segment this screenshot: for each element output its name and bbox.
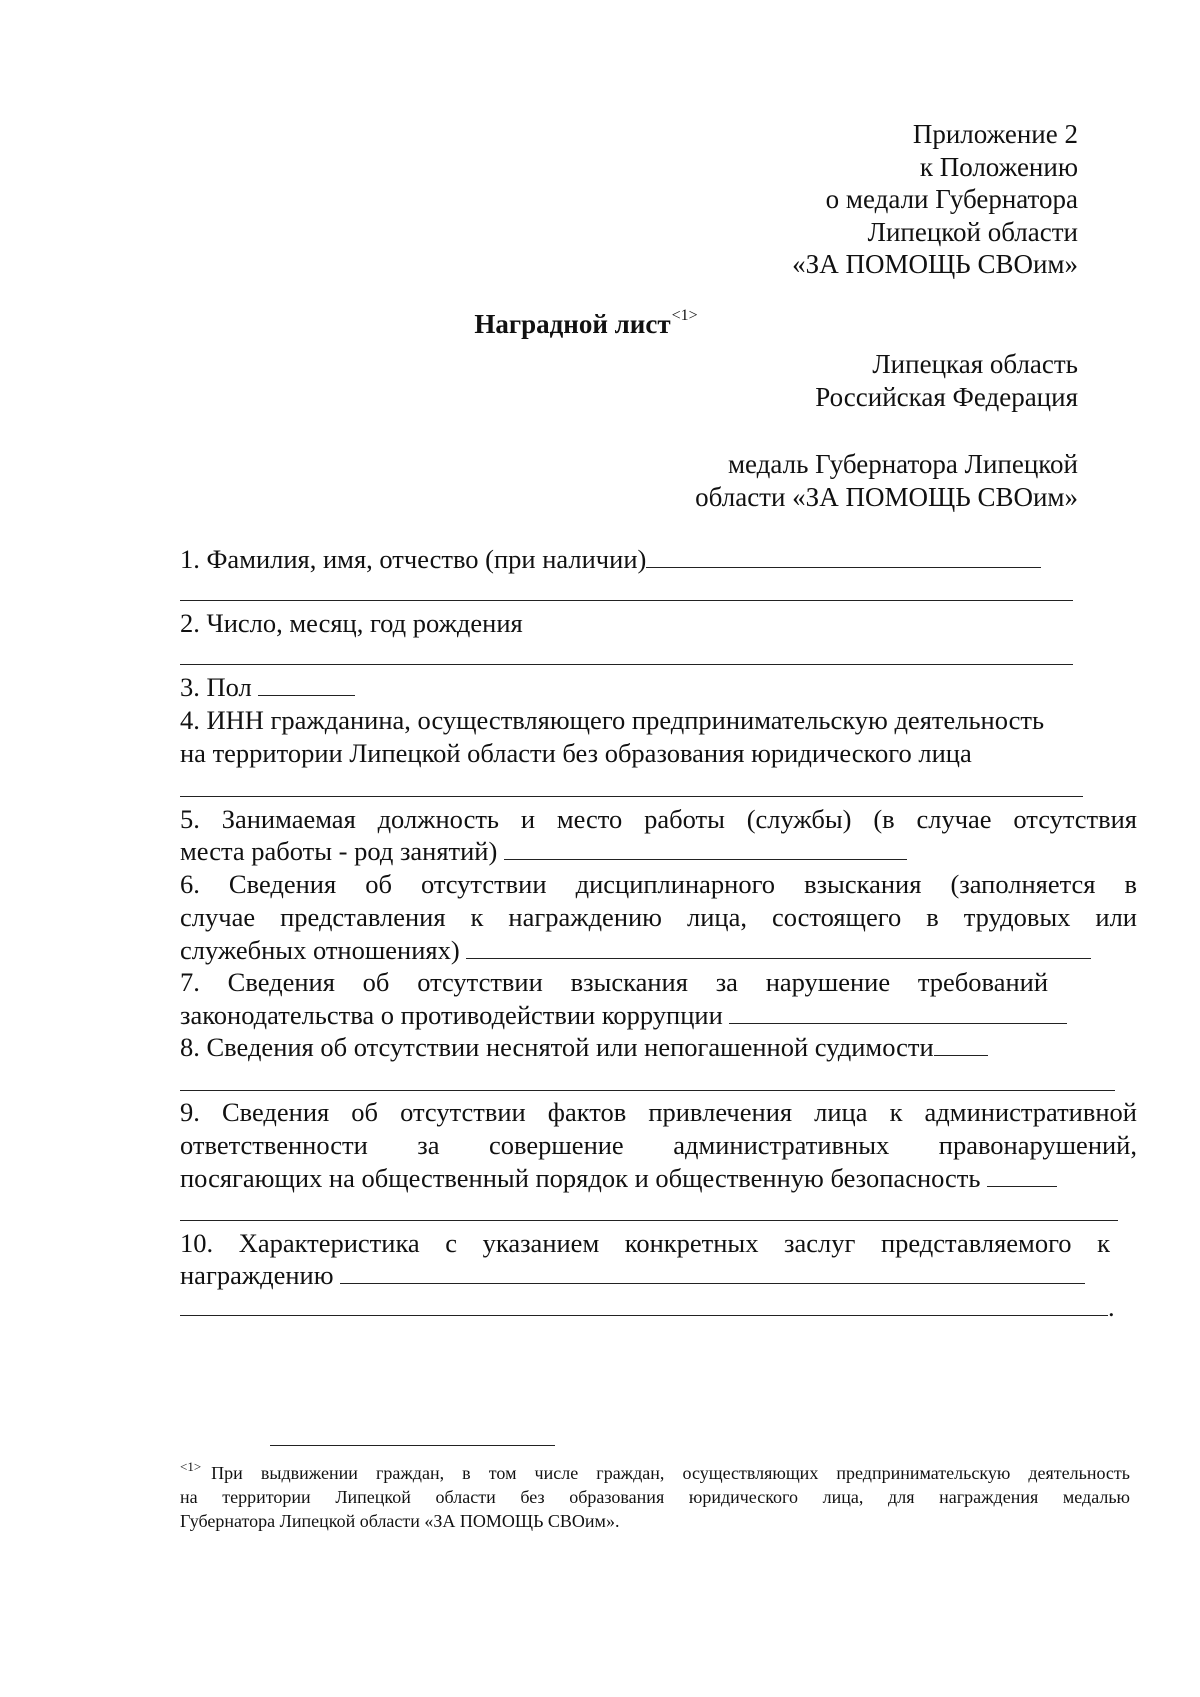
title-footnote-ref: <1>	[671, 307, 698, 324]
field-9-line-2: ответственности за совершение административных правонарушений,	[180, 1130, 1137, 1160]
field-4-inn-line-1	[180, 705, 1044, 736]
title-text: Наградной лист	[474, 309, 671, 339]
field-5-line-1: 5. Занимаемая должность и место работы (службы) (в случае отсутствия	[180, 804, 1137, 834]
field-6-label-3: служебных отношениях)	[180, 935, 460, 965]
field-6-blank[interactable]	[466, 936, 1091, 959]
medal-line: области «ЗА ПОМОЩЬ СВОим»	[695, 481, 1078, 512]
field-7-line-1: 7. Сведения об отсутствии взыскания за нарушение требований	[180, 967, 1048, 997]
field-8-blank[interactable]	[934, 1033, 988, 1056]
field-10-line-2	[180, 1260, 1085, 1291]
field-9-label-3: посягающих на общественный порядок и общественную безопасность	[180, 1163, 981, 1193]
field-5-line-2	[180, 836, 907, 867]
field-5-blank[interactable]	[504, 837, 907, 860]
field-2-birth-date	[180, 608, 523, 639]
field-7-blank[interactable]	[729, 1001, 1067, 1024]
field-7-label-2: законодательства о противодействии коррупции	[180, 1000, 723, 1030]
field-9-line-1: 9. Сведения об отсутствии фактов привлечения лица к административной	[180, 1097, 1137, 1127]
appendix-line: к Положению	[919, 151, 1078, 182]
field-10-blank[interactable]	[340, 1261, 1085, 1284]
field-4-label-1: 4. ИНН гражданина, осуществляющего предпринимательскую деятельность	[180, 705, 1045, 735]
footnote-line-1	[180, 1455, 1130, 1485]
field-2-blank-line[interactable]	[180, 664, 1073, 665]
field-2-label: 2. Число, месяц, год рождения	[180, 608, 523, 638]
region-line: Российская Федерация	[815, 381, 1078, 412]
field-6-line-3	[180, 935, 1091, 966]
appendix-line: Липецкой области	[867, 216, 1078, 247]
field-10-label-2: награждению	[180, 1260, 334, 1290]
field-5-label-2: места работы - род занятий)	[180, 836, 498, 866]
field-7-line-2	[180, 1000, 1067, 1031]
award-form	[180, 0, 1137, 1400]
appendix-line: о медали Губернатора	[825, 184, 1078, 214]
footnote-text-1: При выдвижении граждан, в том числе граждан, осуществляющих предпринимательскую деятельность	[211, 1463, 1130, 1483]
medal-line: медаль Губернатора Липецкой	[727, 449, 1078, 479]
footnote-marker: <1>	[180, 1459, 202, 1474]
footnote	[180, 1455, 1130, 1533]
appendix-line: «ЗА ПОМОЩЬ СВОим»	[792, 249, 1078, 279]
field-9-blank-line-2[interactable]	[180, 1220, 1118, 1221]
field-6-line-2: случае представления к награждению лица, состоящего в трудовых или	[180, 902, 1137, 932]
field-8-criminal-record	[180, 1032, 988, 1063]
field-1-blank-line-2[interactable]	[180, 600, 1073, 601]
field-10-blank-line-3[interactable]	[180, 1293, 1108, 1316]
region-line: Липецкая область	[872, 349, 1078, 379]
field-1-full-name	[180, 544, 1041, 575]
field-8-label: 8. Сведения об отсутствии неснятой или непогашенной судимости	[180, 1032, 934, 1062]
field-1-label: 1. Фамилия, имя, отчество (при наличии)	[180, 544, 647, 574]
footnote-line-2: на территории Липецкой области без образования юридического лица, для награждения медалью	[180, 1487, 1130, 1507]
field-8-blank-line-2[interactable]	[180, 1090, 1115, 1091]
field-9-blank[interactable]	[987, 1164, 1057, 1187]
field-4-inn-line-2	[180, 738, 972, 769]
field-10-line-1: 10. Характеристика с указанием конкретных заслуг представляемого к	[180, 1228, 1110, 1258]
field-9-line-3	[180, 1163, 1057, 1194]
field-1-blank[interactable]	[646, 545, 1041, 568]
field-10-end-mark: .	[1108, 1292, 1115, 1322]
field-3-blank[interactable]	[258, 673, 355, 696]
field-4-blank-line[interactable]	[180, 796, 1083, 797]
field-10-line-3	[180, 1292, 1115, 1323]
appendix-line: Приложение 2	[912, 119, 1078, 149]
field-3-label: 3. Пол	[180, 672, 252, 702]
footnote-separator	[270, 1445, 555, 1446]
footnote-line-3: Губернатора Липецкой области «ЗА ПОМОЩЬ СВОим».	[180, 1511, 620, 1531]
field-4-label-2: на территории Липецкой области без образования юридического лица	[180, 738, 972, 768]
field-6-line-1: 6. Сведения об отсутствии дисциплинарного взыскания (заполняется в	[180, 869, 1137, 899]
field-3-sex	[180, 672, 355, 703]
